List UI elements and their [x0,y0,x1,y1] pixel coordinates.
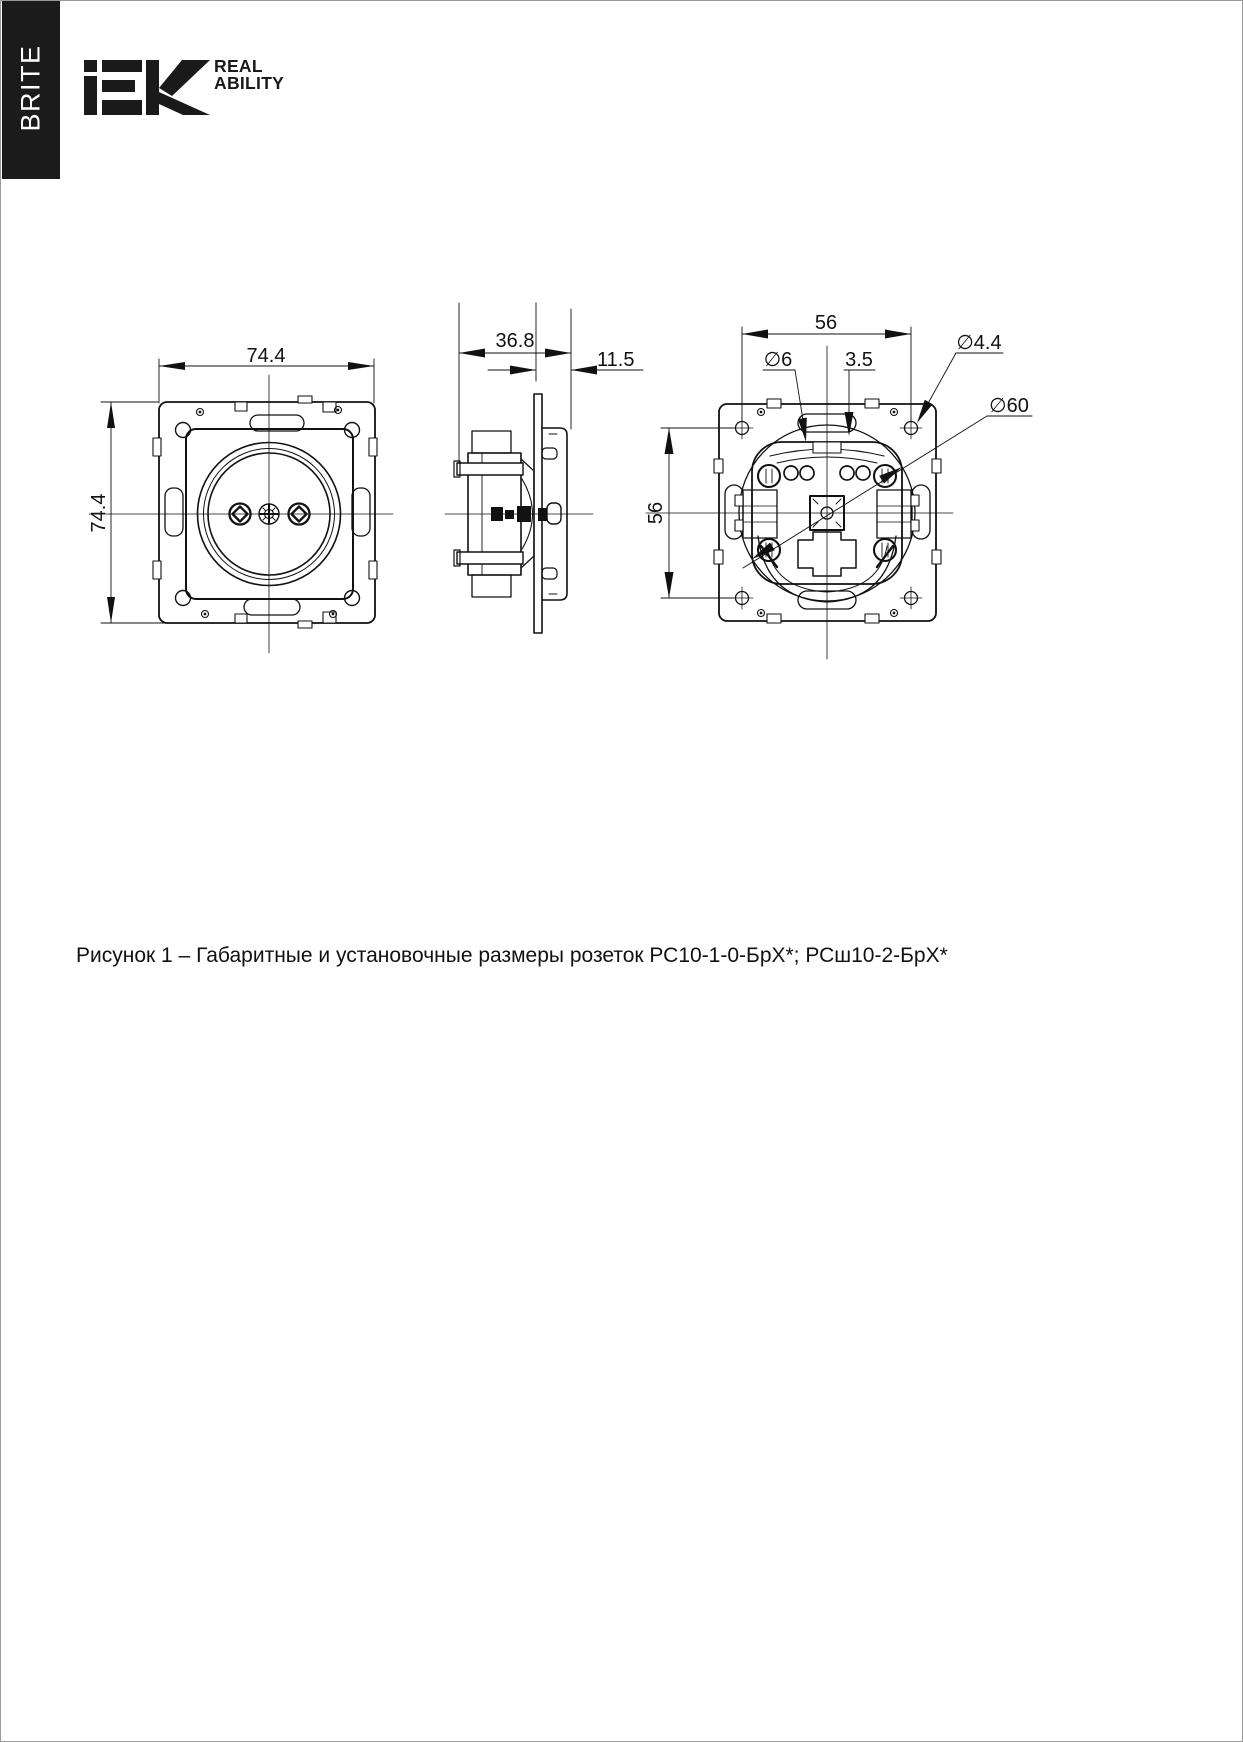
dim-label-wire-hole-dia: ∅6 [763,349,793,371]
front-view [88,345,393,653]
brite-series-label: BRITE [15,44,46,132]
dim-label-mechanism-dia: ∅60 [989,395,1029,417]
logo-tagline-line2: ABILITY [214,73,285,93]
dim-label-offset: 3.5 [845,349,873,371]
back-view [645,312,1032,659]
dimension-drawing [1,1,1243,1001]
logo-tagline-line1: REAL [214,56,263,76]
dim-label-front-depth: 11.5 [597,349,635,371]
dim-label-depth-total: 36.8 [495,330,535,352]
dim-label-front-width: 74.4 [246,345,286,367]
dim-label-screw-hole-dia: ∅4.4 [956,332,1002,354]
side-view [445,303,643,633]
dim-label-mount-span-h: 56 [814,312,838,334]
dim-label-front-height: 74.4 [88,493,110,533]
figure-caption: Рисунок 1 – Габаритные и установочные размеры розеток РС10-1-0-БрХ*; РСш10-2-БрХ* [76,944,948,967]
dim-label-mount-span-v: 56 [645,501,667,525]
